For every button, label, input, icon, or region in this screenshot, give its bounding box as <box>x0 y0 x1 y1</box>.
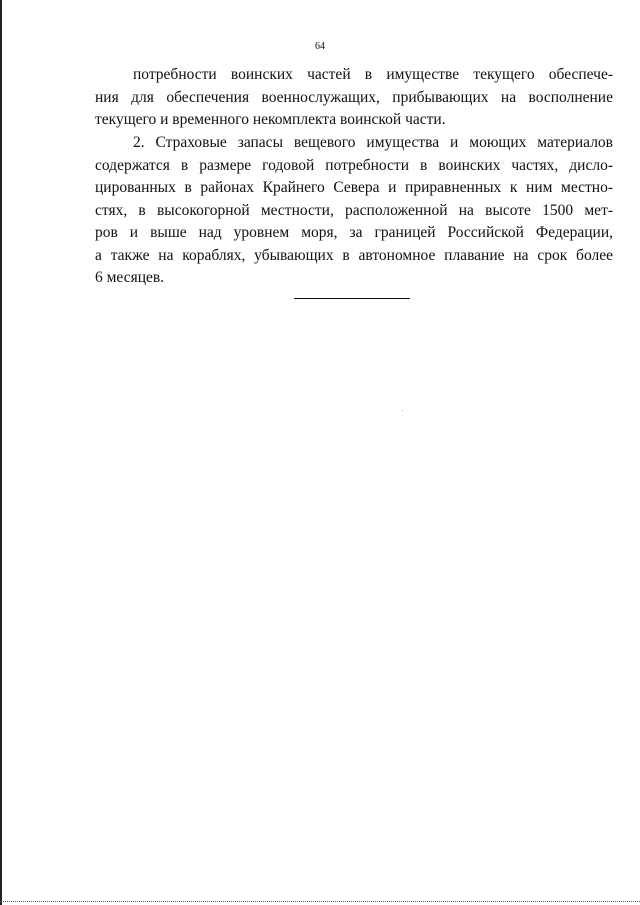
text-line: цированных в районах Крайнего Севера и приравненных к ним местно- <box>95 179 613 196</box>
page-number: 64 <box>315 41 325 52</box>
text-line: потребности воинских частей в имуществе текущего обеспече- <box>133 66 613 83</box>
text-line: 6 месяцев. <box>95 269 165 286</box>
scan-edge-left <box>0 0 2 905</box>
text-line: ров и выше над уровнем моря, за границей Российской Федерации, <box>95 224 613 241</box>
scan-speck <box>402 410 403 411</box>
end-separator-line <box>294 298 410 299</box>
text-line: стях, в высокогорной местности, расположенной на высоте 1500 мет- <box>95 201 613 219</box>
text-line: 2. Страховые запасы вещевого имущества и моющих материалов <box>133 134 613 151</box>
text-line: ния для обеспечения военнослужащих, прибывающих на восполнение <box>95 88 613 106</box>
text-line: содержатся в размере годовой потребности в воинских частях, дисло- <box>95 156 613 174</box>
text-line: а также на кораблях, убывающих в автономное плавание на срок более <box>95 246 613 264</box>
paragraph-item-2 <box>95 132 613 290</box>
paragraph-continuation <box>95 64 613 132</box>
scan-edge-bottom <box>0 901 640 902</box>
text-line: текущего и временного некомплекта воинской части. <box>95 111 446 128</box>
